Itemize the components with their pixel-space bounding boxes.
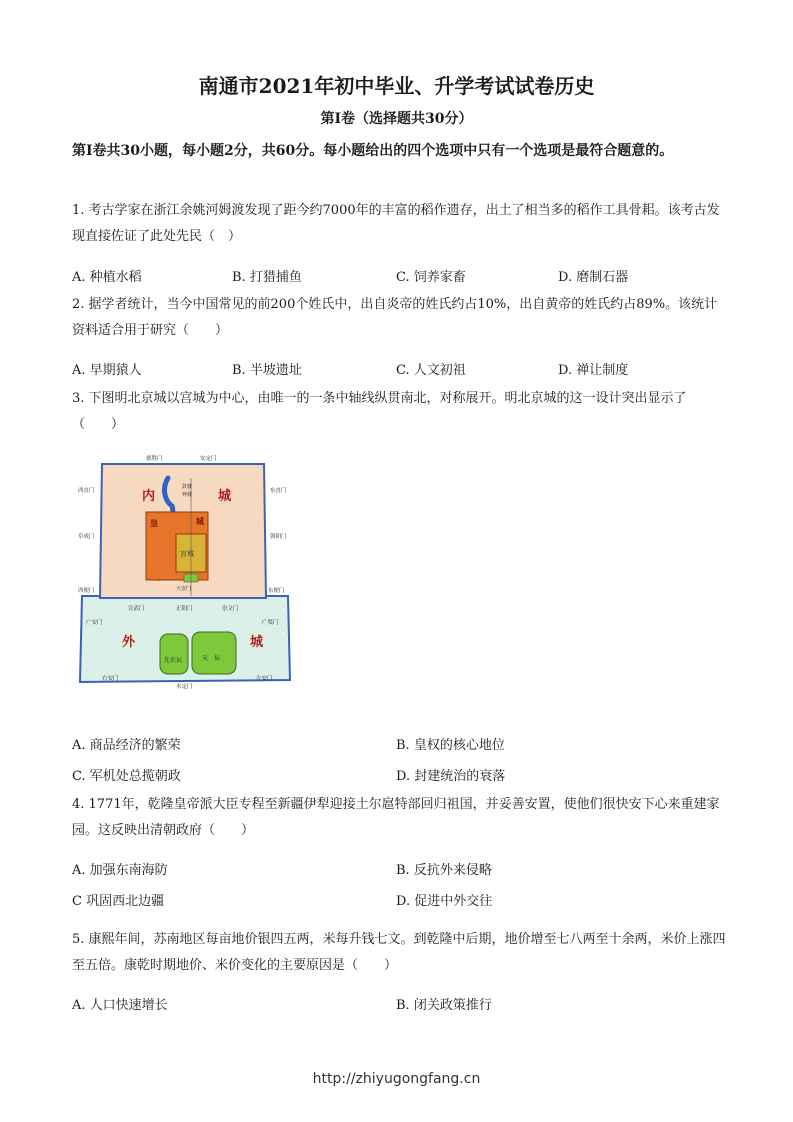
footer-url[interactable]: http://zhiyugongfang.cn bbox=[312, 1071, 481, 1087]
question-5-option-a: A. 人口快速增长 bbox=[72, 998, 168, 1013]
gate-zhonglou: 钟楼 bbox=[182, 492, 193, 498]
question-3-stem: 3. 下图明北京城以宫城为中心，由唯一的一条中轴线纵贯南北，对称展开。明北京城的这一设计突出显示了（ ） bbox=[72, 391, 687, 432]
outer-city-label: 外 bbox=[122, 635, 136, 650]
question-3-option-c: C. 军机处总揽朝政 bbox=[72, 769, 181, 784]
gate-dongbianmen: 东便门 bbox=[268, 588, 285, 594]
inner-city-label-2: 城 bbox=[218, 489, 232, 504]
gate-zhengyangmen: 正阳门 bbox=[176, 606, 193, 612]
question-1-option-c: C. 饲养家畜 bbox=[396, 270, 466, 285]
question-5-option-b: B. 闭关政策推行 bbox=[396, 998, 492, 1013]
gate-andingmen: 安定门 bbox=[200, 456, 217, 462]
gate-xizhimen: 西直门 bbox=[78, 488, 95, 494]
instructions: 第Ⅰ卷共30小题，每小题2分，共60分。每小题给出的四个选项中只有一个选项是最符合题意的。 bbox=[72, 143, 674, 159]
temple-of-heaven bbox=[192, 632, 236, 674]
question-1-stem: 1. 考古学家在浙江余姚河姆渡发现了距今约7000年的丰富的稻作遗存，出土了相当多的稻作工具骨耜。该考古发现直接佐证了此处先民（ ） bbox=[72, 203, 720, 244]
question-4-option-a: A. 加强东南海防 bbox=[72, 863, 168, 878]
gate-dongzhimen: 东直门 bbox=[270, 488, 287, 494]
question-4-option-b: B. 反抗外来侵略 bbox=[396, 863, 492, 878]
gate-guangqumen: 广渠门 bbox=[262, 620, 279, 626]
question-2-stem: 2. 据学者统计，当今中国常见的前200个姓氏中，出自炎帝的姓氏约占10%，出自黄帝的姓氏约占89%。该统计资料适合用于研究（ ） bbox=[72, 297, 718, 338]
question-4-option-c: C 巩固西北边疆 bbox=[72, 894, 165, 909]
question-2-option-c: C. 人文初祖 bbox=[396, 363, 466, 378]
question-3-option-a: A. 商品经济的繁荣 bbox=[72, 738, 181, 753]
gate-chaoyangmen: 朝阳门 bbox=[270, 534, 287, 540]
section-subtitle: 第Ⅰ卷（选择题共30分） bbox=[320, 111, 473, 127]
question-3-option-d: D. 封建统治的衰落 bbox=[396, 769, 506, 784]
temple-of-agriculture bbox=[160, 634, 188, 674]
gate-tiananmen: 天安门 bbox=[176, 586, 192, 592]
gate-guanganmen: 广安门 bbox=[86, 620, 103, 626]
gate-xibianmen: 西便门 bbox=[78, 588, 95, 594]
gate-deshengmen: 德胜门 bbox=[146, 456, 163, 462]
question-1-option-b: B. 打猎捕鱼 bbox=[232, 270, 302, 285]
imperial-city-label-2: 城 bbox=[196, 517, 204, 526]
question-2-option-b: B. 半坡遗址 bbox=[232, 363, 302, 378]
palace-label: 宫城 bbox=[180, 550, 194, 558]
question-5-stem: 5. 康熙年间，苏南地区每亩地价银四五两，米每升钱七文。到乾隆中后期，地价增至七八两至十余两，米价上涨四至五倍。康乾时期地价、米价变化的主要原因是（ ） bbox=[72, 932, 726, 973]
outer-city-label-2: 城 bbox=[250, 635, 264, 650]
question-1-option-d: D. 磨制石器 bbox=[558, 270, 629, 285]
imperial-city-label: 皇 bbox=[150, 519, 158, 528]
gate-xuanwumen: 宣武门 bbox=[128, 606, 145, 612]
temple-agri-label: 先农坛 bbox=[164, 657, 183, 664]
inner-city-label: 内 bbox=[142, 489, 156, 504]
question-3-option-b: B. 皇权的核心地位 bbox=[396, 738, 505, 753]
question-4-option-d: D. 促进中外交往 bbox=[396, 894, 493, 909]
gate-fuchengmen: 阜成门 bbox=[78, 534, 95, 540]
page-title: 南通市2021年初中毕业、升学考试试卷历史 bbox=[198, 74, 595, 98]
gate-youanmen: 右安门 bbox=[102, 676, 119, 682]
gate-gulou: 鼓楼 bbox=[182, 484, 193, 490]
ming-beijing-map bbox=[72, 448, 298, 690]
question-1-option-a: A. 种植水稻 bbox=[72, 270, 142, 285]
temple-heaven-label: 天 坛 bbox=[202, 655, 221, 662]
question-2-option-d: D. 禅让制度 bbox=[558, 363, 629, 378]
question-4-stem: 4. 1771年，乾隆皇帝派大臣专程至新疆伊犁迎接土尔扈特部回归祖国，并妥善安置，使他们很快安下心来重建家园。这反映出清朝政府（ ） bbox=[72, 797, 720, 838]
gate-chongwenmen: 崇文门 bbox=[222, 606, 239, 612]
question-2-option-a: A. 早期猿人 bbox=[72, 363, 142, 378]
gate-zuoanmen: 左安门 bbox=[256, 676, 273, 682]
gate-yongdingmen: 永定门 bbox=[176, 684, 193, 690]
